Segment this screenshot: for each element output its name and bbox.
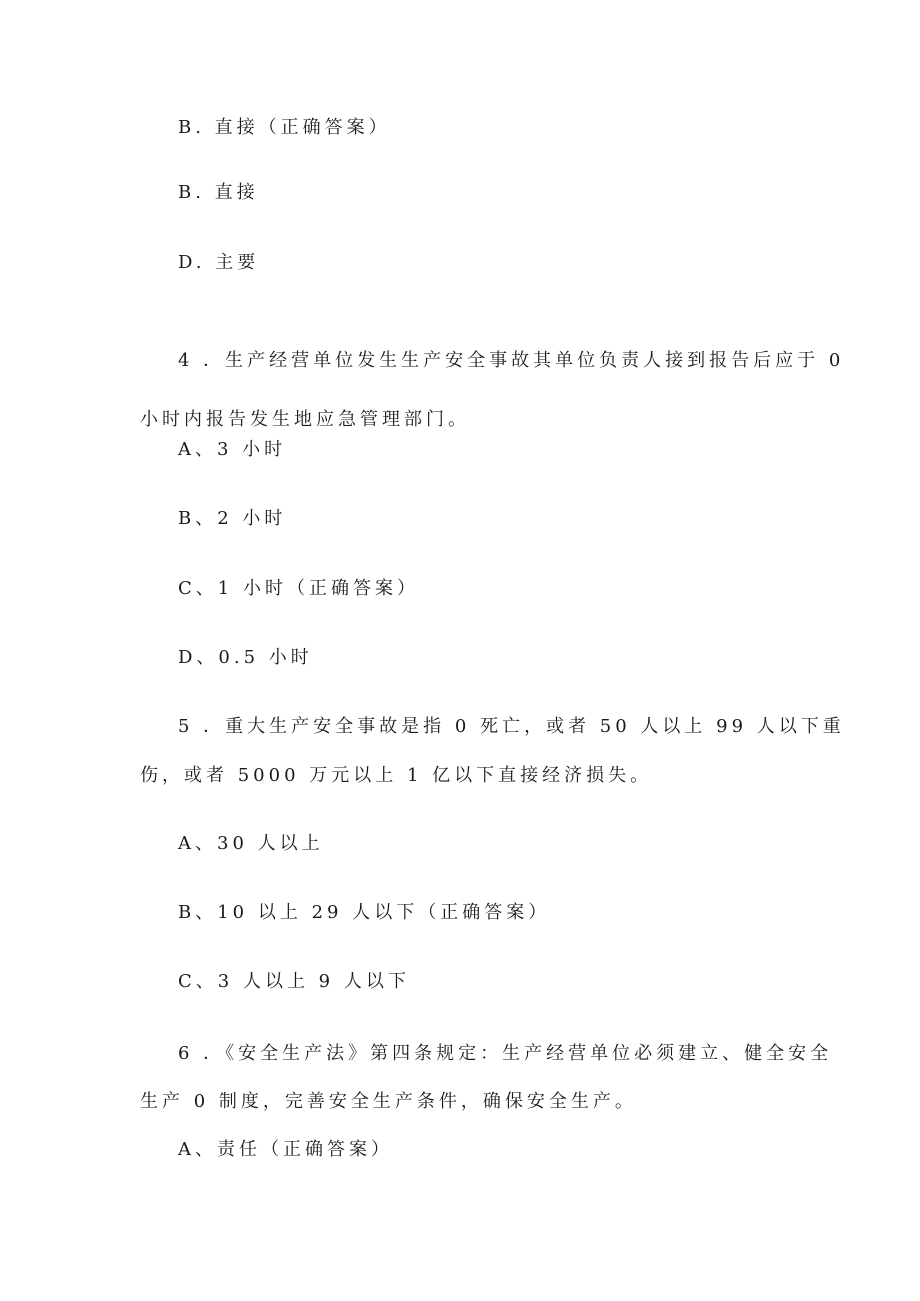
question-5-option-b-correct: B、10 以上 29 人以下（正确答案） xyxy=(178,902,551,923)
question-4-option-b: B、2 小时 xyxy=(178,508,287,529)
question-4-text-line2: 小时内报告发生地应急管理部门。 xyxy=(140,409,470,430)
question-4-option-c-correct: C、1 小时（正确答案） xyxy=(178,578,419,599)
question-5-option-c: C、3 人以上 9 人以下 xyxy=(178,971,410,992)
question-6-text-line1: 6 ．《安全生产法》第四条规定：生产经营单位必须建立、健全安全 xyxy=(178,1043,833,1064)
question-4-option-a: A、3 小时 xyxy=(178,439,287,460)
question-4-option-d: D、0.5 小时 xyxy=(178,647,313,668)
question-5-text-line1: 5 ．重大生产安全事故是指 0 死亡，或者 50 人以上 99 人以下重 xyxy=(178,716,845,737)
question-5-option-a: A、30 人以上 xyxy=(178,833,324,854)
question-5-text-line2: 伤，或者 5000 万元以上 1 亿以下直接经济损失。 xyxy=(140,765,653,786)
option-b: B. 直接 xyxy=(178,182,259,203)
option-d: D. 主要 xyxy=(178,252,260,273)
question-4-text-line1: 4 ．生产经营单位发生生产安全事故其单位负责人接到报告后应于 0 xyxy=(178,350,845,371)
option-b-correct: B. 直接（正确答案） xyxy=(178,117,391,138)
question-6-option-a-correct: A、责任（正确答案） xyxy=(178,1139,393,1160)
question-6-text-line2: 生产 0 制度，完善安全生产条件，确保安全生产。 xyxy=(140,1091,637,1112)
